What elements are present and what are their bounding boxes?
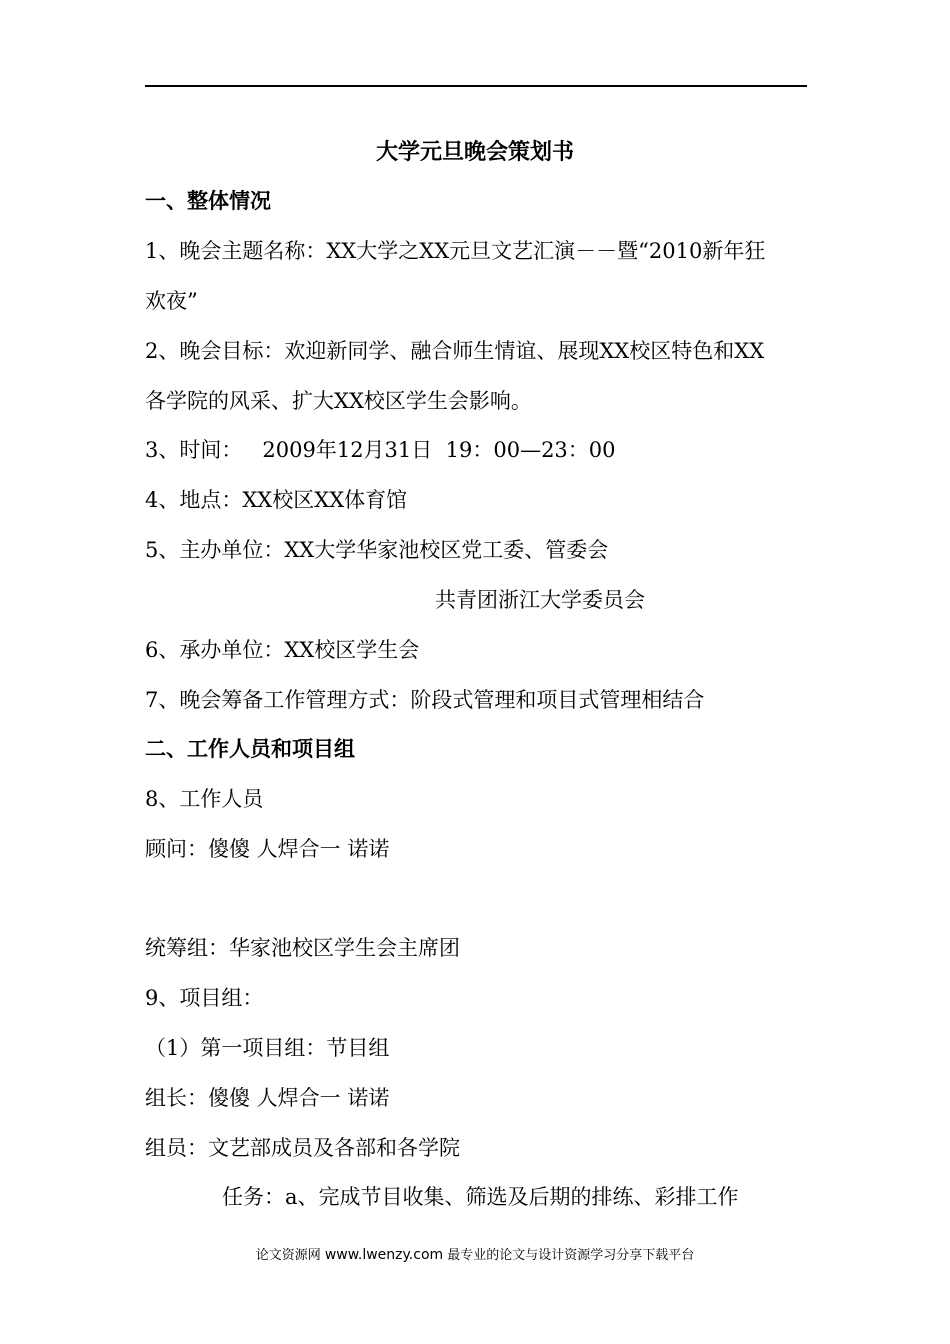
footer-url-link[interactable]: www.lwenzy.com [324, 1247, 444, 1263]
item-1-line-2: 欢夜” [145, 289, 198, 313]
coordination-group-line: 统筹组：华家池校区学生会主席团 [145, 936, 460, 960]
document-title: 大学元旦晚会策划书 [375, 139, 574, 165]
item-8-staff: 8、工作人员 [145, 787, 264, 811]
advisor-line: 顾问：傻傻 人焊合一 诺诺 [145, 837, 390, 861]
group-task-line: 任务：a、完成节目收集、筛选及后期的排练、彩排工作 [222, 1185, 739, 1209]
section-1-heading: 一、整体情况 [145, 188, 271, 213]
item-1-line-1: 1、晚会主题名称：XX大学之XX元旦文艺汇演－－暨“2010新年狂 [145, 239, 766, 263]
item-3-time: 3、时间： 2009年12月31日 19：00—23：00 [145, 438, 616, 462]
page-footer [0, 1245, 950, 1266]
footer-suffix: 最专业的论文与设计资源学习分享下载平台 [443, 1248, 695, 1263]
header-rule [145, 85, 807, 87]
section-2-heading: 二、工作人员和项目组 [145, 736, 355, 761]
group-members-line: 组员：文艺部成员及各部和各学院 [145, 1136, 460, 1160]
item-9-project-groups: 9、项目组： [145, 986, 264, 1010]
item-6-organizer: 6、承办单位：XX校区学生会 [145, 638, 420, 662]
footer-prefix: 论文资源网 [255, 1248, 325, 1263]
group-1-heading: （1）第一项目组：节目组 [145, 1036, 390, 1060]
item-2-line-1: 2、晚会目标：欢迎新同学、融合师生情谊、展现XX校区特色和XX [145, 339, 765, 363]
item-2-line-2: 各学院的风采、扩大XX校区学生会影响。 [145, 389, 532, 413]
item-4-location: 4、地点：XX校区XX体育馆 [145, 488, 408, 512]
item-7-management: 7、晚会筹备工作管理方式：阶段式管理和项目式管理相结合 [145, 688, 705, 712]
group-leader-line: 组长：傻傻 人焊合一 诺诺 [145, 1086, 390, 1110]
item-5-host-line-1: 5、主办单位：XX大学华家池校区党工委、管委会 [145, 538, 609, 562]
item-5-host-line-2: 共青团浙江大学委员会 [435, 588, 645, 612]
